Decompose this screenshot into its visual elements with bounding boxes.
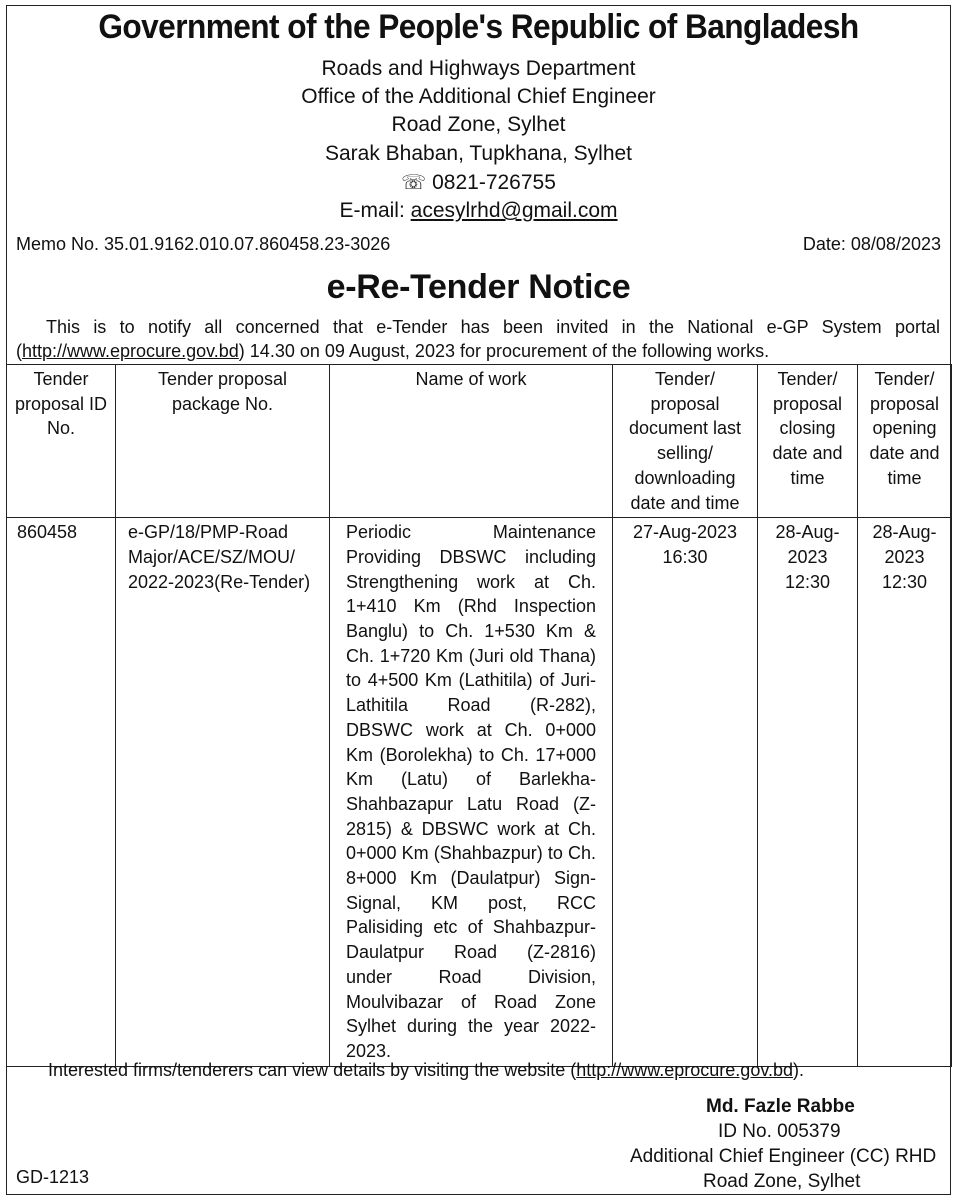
opening-time: 12:30 <box>881 571 928 592</box>
memo-number: Memo No. 35.01.9162.010.07.860458.23-3026 <box>16 234 391 254</box>
last-selling-date: 27-Aug-2023 <box>632 522 738 543</box>
header-opening: Tender/ proposal opening date and time <box>858 365 952 518</box>
cell-opening <box>858 518 952 1066</box>
phone-line <box>0 170 957 195</box>
email-line <box>0 199 957 223</box>
header-work: Name of work <box>330 365 613 518</box>
zone-name: Road Zone, Sylhet <box>391 113 566 136</box>
footer-note <box>48 1060 804 1081</box>
cell-package: e-GP/18/PMP-Road Major/ACE/SZ/MOU/ 2022-2023(Re-Tender) <box>116 518 330 1066</box>
signer-office: Road Zone, Sylhet <box>703 1171 861 1192</box>
header-last-selling: Tender/ proposal document last selling/ downloading date and time <box>613 365 758 518</box>
header-closing: Tender/ proposal closing date and time <box>758 365 858 518</box>
department-name: Roads and Highways Department <box>321 57 636 80</box>
intro-text-start: This is to notify all concerned that e-Tender has been invited in the National e-GP System portal ( <box>16 317 940 361</box>
office-address: Sarak Bhaban, Tupkhana, Sylhet <box>324 142 633 165</box>
memo-row <box>16 234 941 255</box>
eprocure-link[interactable]: http://www.eprocure.gov.bd <box>22 341 239 361</box>
gd-code: GD-1213 <box>16 1167 90 1187</box>
intro-paragraph <box>16 315 940 363</box>
notice-title: e-Re-Tender Notice <box>326 268 631 306</box>
table-header-row <box>7 365 952 518</box>
closing-date: 28-Aug-2023 <box>775 522 840 567</box>
opening-date: 28-Aug-2023 <box>872 522 937 567</box>
phone-number: 0821-726755 <box>432 171 556 194</box>
memo-date: Date: 08/08/2023 <box>802 234 941 254</box>
cell-id: 860458 <box>7 518 116 1066</box>
footer-eprocure-link[interactable]: http://www.eprocure.gov.bd <box>576 1060 794 1080</box>
closing-time: 12:30 <box>784 571 831 592</box>
last-selling-time: 16:30 <box>662 546 708 567</box>
intro-text-end: ) 14.30 on 09 August, 2023 for procurement of the following works. <box>238 341 770 361</box>
signer-title: Additional Chief Engineer (CC) RHD <box>630 1146 937 1167</box>
government-title: Government of the People's Republic of Bangladesh <box>98 8 859 46</box>
email-label: E-mail: <box>339 199 411 222</box>
tender-table <box>6 364 952 1067</box>
header-id: Tender proposal ID No. <box>7 365 116 518</box>
cell-work: Periodic Maintenance Providing DBSWC including Strengthening work at Ch. 1+410 Km (Rhd Inspection Banglu) to Ch. 1+530 Km & Ch. 1+720 Km (Juri old Thana) to 4+500 Km (Lathitila) of Juri-Lathitila Road (R-282), DBSWC work at Ch. 0+000 Km (Borolekha) to Ch. 17+000 Km (Latu) of Barlekha-Shahbazapur Latu Road (Z-2815) & DBSWC work at Ch. 0+000 Km (Shahbazpur) to Ch. 8+000 Km (Daulatpur) Sign-Signal, KM post, RCC Palisiding etc of Shahbazpur-Daulatpur Road (Z-2816) under Road Division, Moulvibazar of Road Zone Sylhet during the year 2022-2023. <box>330 518 613 1066</box>
signer-name: Md. Fazle Rabbe <box>706 1096 855 1117</box>
table-row <box>7 518 952 1066</box>
signer-id: ID No. 005379 <box>718 1121 841 1142</box>
cell-closing <box>758 518 858 1066</box>
email-link[interactable]: acesylrhd@gmail.com <box>410 199 618 222</box>
telephone-icon: ☏ <box>401 172 427 194</box>
header-package: Tender proposal package No. <box>116 365 330 518</box>
office-name: Office of the Additional Chief Engineer <box>301 85 656 108</box>
cell-last-selling <box>613 518 758 1066</box>
footer-text-end: ). <box>793 1060 805 1080</box>
footer-text-start: Interested firms/tenderers can view details by visiting the website ( <box>48 1060 577 1080</box>
